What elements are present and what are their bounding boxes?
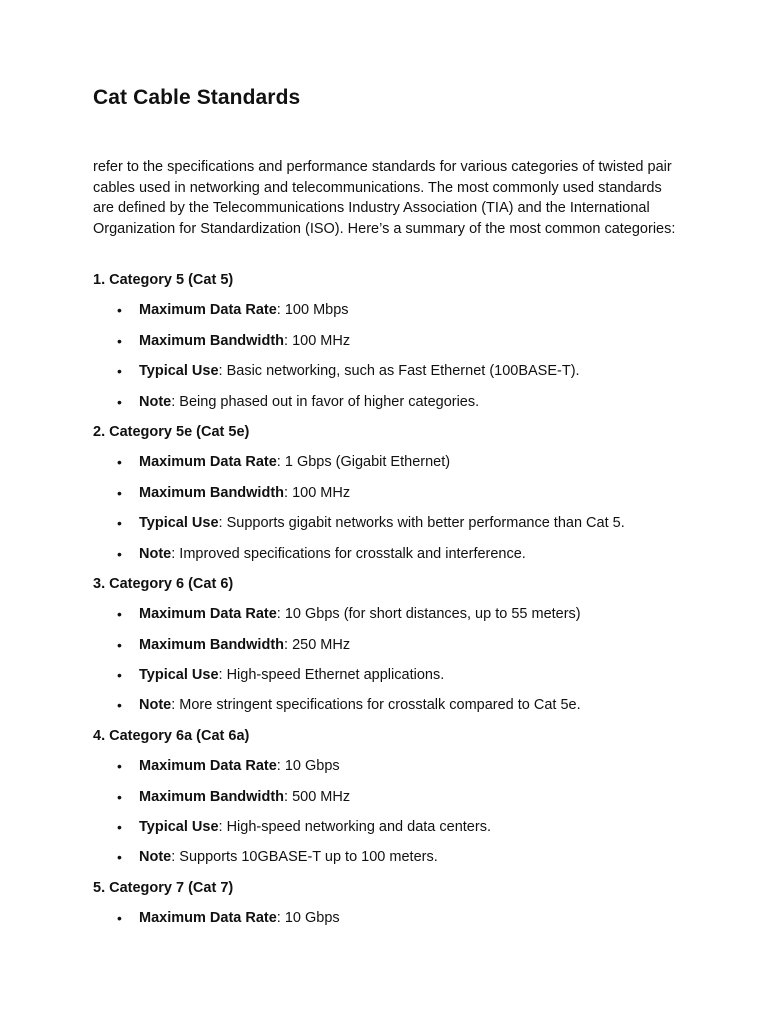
spec-label: Note	[139, 849, 172, 866]
spec-value: : 100 Mbps	[276, 302, 349, 319]
spec-list-item	[93, 300, 683, 330]
spec-label: Maximum Bandwidth	[139, 484, 285, 501]
bullet-icon: •	[117, 454, 122, 471]
spec-label: Maximum Bandwidth	[139, 636, 285, 653]
spec-label: Maximum Bandwidth	[139, 332, 285, 349]
spec-list-item	[93, 908, 683, 938]
section-heading: 3. Category 6 (Cat 6)	[93, 575, 234, 592]
spec-list-item	[93, 452, 683, 482]
spec-list	[93, 300, 683, 422]
spec-value: : High-speed networking and data centers.	[218, 819, 491, 836]
spec-value: : 10 Gbps	[276, 910, 340, 927]
bullet-icon: •	[117, 545, 122, 562]
spec-label: Typical Use	[139, 363, 219, 380]
bullet-icon: •	[117, 302, 122, 319]
spec-value: : Improved specifications for crosstalk and interference.	[171, 545, 526, 562]
spec-list	[93, 908, 683, 938]
bullet-icon: •	[117, 667, 122, 684]
bullet-icon: •	[117, 484, 122, 501]
spec-label: Maximum Data Rate	[139, 758, 277, 775]
spec-label: Note	[139, 393, 172, 410]
spec-list	[93, 756, 683, 878]
section-heading: 4. Category 6a (Cat 6a)	[93, 727, 250, 744]
spec-value: : 250 MHz	[284, 636, 351, 653]
spec-list-item	[93, 331, 683, 361]
spec-value: : High-speed Ethernet applications.	[218, 667, 445, 684]
spec-value: : Basic networking, such as Fast Ethernet (100BASE-T).	[218, 363, 580, 380]
bullet-icon: •	[117, 393, 122, 410]
spec-label: Typical Use	[139, 515, 219, 532]
spec-list-item	[93, 756, 683, 786]
spec-list-item	[93, 665, 683, 695]
spec-list-item	[93, 361, 683, 391]
spec-list-item	[93, 392, 683, 422]
category-sections	[93, 270, 683, 939]
bullet-icon: •	[117, 758, 122, 775]
bullet-icon: •	[117, 788, 122, 805]
spec-value: : 100 MHz	[284, 332, 351, 349]
bullet-icon: •	[117, 332, 122, 349]
section-heading: 1. Category 5 (Cat 5)	[93, 272, 234, 288]
spec-label: Maximum Data Rate	[139, 910, 277, 927]
bullet-icon: •	[117, 910, 122, 927]
bullet-icon: •	[117, 697, 122, 714]
section-heading: 2. Category 5e (Cat 5e)	[93, 423, 250, 440]
spec-list-item	[93, 544, 683, 574]
spec-list	[93, 604, 683, 726]
spec-value: : 10 Gbps (for short distances, up to 55 meters)	[276, 606, 581, 623]
spec-label: Maximum Data Rate	[139, 302, 277, 319]
spec-value: : 1 Gbps (Gigabit Ethernet)	[276, 454, 451, 471]
spec-value: : 10 Gbps	[276, 758, 340, 775]
spec-label: Maximum Data Rate	[139, 606, 277, 623]
spec-label: Typical Use	[139, 819, 219, 836]
spec-list-item	[93, 695, 683, 725]
spec-list	[93, 452, 683, 574]
bullet-icon: •	[117, 636, 122, 653]
spec-label: Note	[139, 545, 172, 562]
spec-label: Maximum Bandwidth	[139, 788, 285, 805]
spec-value: : Supports gigabit networks with better performance than Cat 5.	[218, 515, 625, 532]
spec-list-item	[93, 483, 683, 513]
intro-paragraph: refer to the specifications and performance standards for various categories of twisted pair cables used in networking and telecommunications. The most commonly used standards are defined by the Telecommunications Industry Association (TIA) and the International Organization for Standardization (ISO). Here’s a summary of the most common categories:	[93, 159, 676, 237]
spec-value: : More stringent specifications for crosstalk compared to Cat 5e.	[171, 697, 581, 714]
spec-label: Note	[139, 697, 172, 714]
bullet-icon: •	[117, 819, 122, 836]
spec-list-item	[93, 513, 683, 543]
spec-value: : Supports 10GBASE-T up to 100 meters.	[171, 849, 438, 866]
section-heading: 5. Category 7 (Cat 7)	[93, 879, 234, 896]
bullet-icon: •	[117, 515, 122, 532]
spec-label: Typical Use	[139, 667, 219, 684]
bullet-icon: •	[117, 849, 122, 866]
spec-list-item	[93, 787, 683, 817]
spec-value: : 100 MHz	[284, 484, 351, 501]
bullet-icon: •	[117, 606, 122, 623]
spec-list-item	[93, 817, 683, 847]
spec-value: : 500 MHz	[284, 788, 351, 805]
spec-list-item	[93, 604, 683, 634]
spec-list-item	[93, 635, 683, 665]
spec-label: Maximum Data Rate	[139, 454, 277, 471]
document-title: Cat Cable Standards	[93, 86, 301, 109]
spec-list-item	[93, 847, 683, 877]
spec-value: : Being phased out in favor of higher categories.	[171, 393, 480, 410]
bullet-icon: •	[117, 363, 122, 380]
